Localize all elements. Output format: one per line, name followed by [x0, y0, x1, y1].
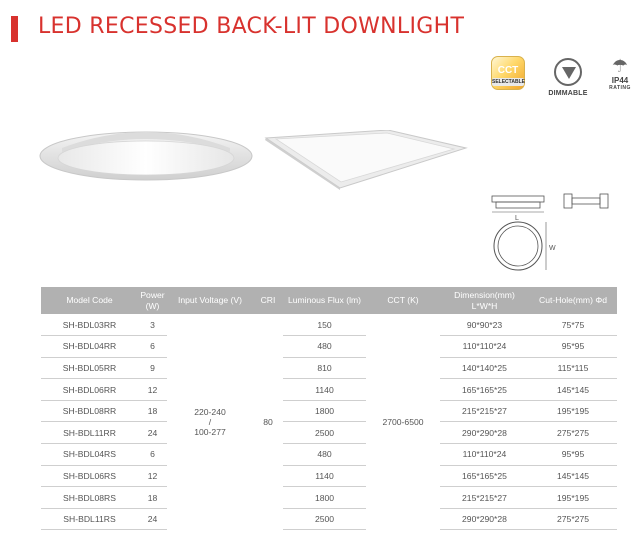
dimmable-label: DIMMABLE — [548, 90, 588, 97]
cell-model: SH-BDL03RR — [41, 314, 138, 336]
header-model: Model Code — [41, 287, 138, 314]
cell-cuthole: 145*145 — [529, 465, 617, 487]
cell-cuthole: 145*145 — [529, 379, 617, 401]
voltage-line: 220-240 — [194, 406, 226, 417]
header-dimension: Dimension(mm) L*W*H — [440, 287, 529, 314]
cell-dimension: 290*290*28 — [440, 508, 529, 530]
cell-model: SH-BDL08RR — [41, 400, 138, 422]
header-cct: CCT (K) — [366, 287, 440, 314]
length-label: L — [515, 215, 519, 222]
cell-model: SH-BDL04RR — [41, 336, 138, 358]
cell-cuthole: 75*75 — [529, 314, 617, 336]
table-row — [41, 487, 617, 509]
table-row — [41, 508, 617, 530]
cell-dimension: 110*110*24 — [440, 336, 529, 358]
cell-dimension: 165*165*25 — [440, 465, 529, 487]
round-downlight-image — [38, 122, 256, 188]
header-power: Power (W) — [138, 287, 167, 314]
table-row — [41, 465, 617, 487]
cell-cuthole: 115*115 — [529, 357, 617, 379]
cell-flux: 2500 — [283, 508, 366, 530]
cell-cuthole: 95*95 — [529, 444, 617, 466]
header-cri: CRI — [253, 287, 283, 314]
cell-dimension: 90*90*23 — [440, 314, 529, 336]
cell-flux: 1140 — [283, 379, 366, 401]
cell-flux: 150 — [283, 314, 366, 336]
cell-model: SH-BDL06RR — [41, 379, 138, 401]
voltage-line: / — [208, 416, 212, 427]
width-label: W — [549, 245, 556, 252]
cell-cri: 80 — [263, 416, 273, 427]
title-accent-bar — [11, 16, 18, 42]
front-view-drawing — [494, 222, 556, 270]
spec-table — [41, 287, 617, 530]
cell-dimension: 290*290*28 — [440, 422, 529, 444]
cell-cuthole: 195*195 — [529, 487, 617, 509]
cell-model: SH-BDL11RS — [41, 508, 138, 530]
cell-flux: 1800 — [283, 400, 366, 422]
umbrella-icon: ☂ — [611, 56, 629, 76]
table-header-row — [41, 287, 617, 314]
header-cuthole: Cut-Hole(mm) Φd — [529, 287, 617, 314]
cell-flux: 810 — [283, 357, 366, 379]
cell-cuthole: 275*275 — [529, 508, 617, 530]
cell-power: 24 — [138, 422, 167, 444]
dimmable-icon — [544, 56, 592, 102]
ip44-rating-icon — [600, 56, 640, 102]
header-flux: Luminous Flux (lm) — [283, 287, 366, 314]
cell-power: 18 — [138, 487, 167, 509]
ip-label: IP44 — [611, 76, 629, 85]
cell-power: 12 — [138, 465, 167, 487]
cell-flux: 1800 — [283, 487, 366, 509]
side-profile-drawing — [492, 194, 608, 222]
cell-power: 12 — [138, 379, 167, 401]
cell-power: 6 — [138, 336, 167, 358]
table-row — [41, 357, 617, 379]
cell-cct: 2700-6500 — [382, 416, 424, 427]
cell-power: 24 — [138, 508, 167, 530]
cell-voltage — [167, 314, 253, 530]
cell-flux: 1140 — [283, 465, 366, 487]
cell-power: 18 — [138, 400, 167, 422]
cell-dimension: 215*215*27 — [440, 400, 529, 422]
page-title: LED RECESSED BACK-LIT DOWNLIGHT — [38, 14, 465, 39]
cell-dimension: 165*165*25 — [440, 379, 529, 401]
cell-flux: 480 — [283, 444, 366, 466]
cell-model: SH-BDL06RS — [41, 465, 138, 487]
cell-model: SH-BDL08RS — [41, 487, 138, 509]
feature-icons — [488, 56, 634, 102]
table-row — [41, 379, 617, 401]
voltage-line: 100-277 — [194, 426, 226, 437]
cell-model: SH-BDL11RR — [41, 422, 138, 444]
dimension-drawing — [488, 190, 638, 272]
cct-label: CCT — [497, 65, 519, 76]
cell-power: 3 — [138, 314, 167, 336]
cell-dimension: 215*215*27 — [440, 487, 529, 509]
cct-selectable-icon — [488, 56, 528, 102]
cct-sublabel: SELECTABLE — [492, 79, 525, 85]
cell-power: 9 — [138, 357, 167, 379]
cell-dimension: 110*110*24 — [440, 444, 529, 466]
cell-model: SH-BDL05RR — [41, 357, 138, 379]
cell-cuthole: 275*275 — [529, 422, 617, 444]
cell-power: 6 — [138, 444, 167, 466]
cell-flux: 2500 — [283, 422, 366, 444]
cell-cuthole: 195*195 — [529, 400, 617, 422]
cell-cuthole: 95*95 — [529, 336, 617, 358]
cell-model: SH-BDL04RS — [41, 444, 138, 466]
square-downlight-image — [264, 130, 468, 190]
table-row — [41, 422, 617, 444]
cell-dimension: 140*140*25 — [440, 357, 529, 379]
table-row — [41, 444, 617, 466]
header-voltage: Input Voltage (V) — [167, 287, 253, 314]
table-row — [41, 336, 617, 358]
table-row — [41, 400, 617, 422]
cell-flux: 480 — [283, 336, 366, 358]
ip-sublabel: RATING — [609, 85, 631, 91]
table-row — [41, 314, 617, 336]
